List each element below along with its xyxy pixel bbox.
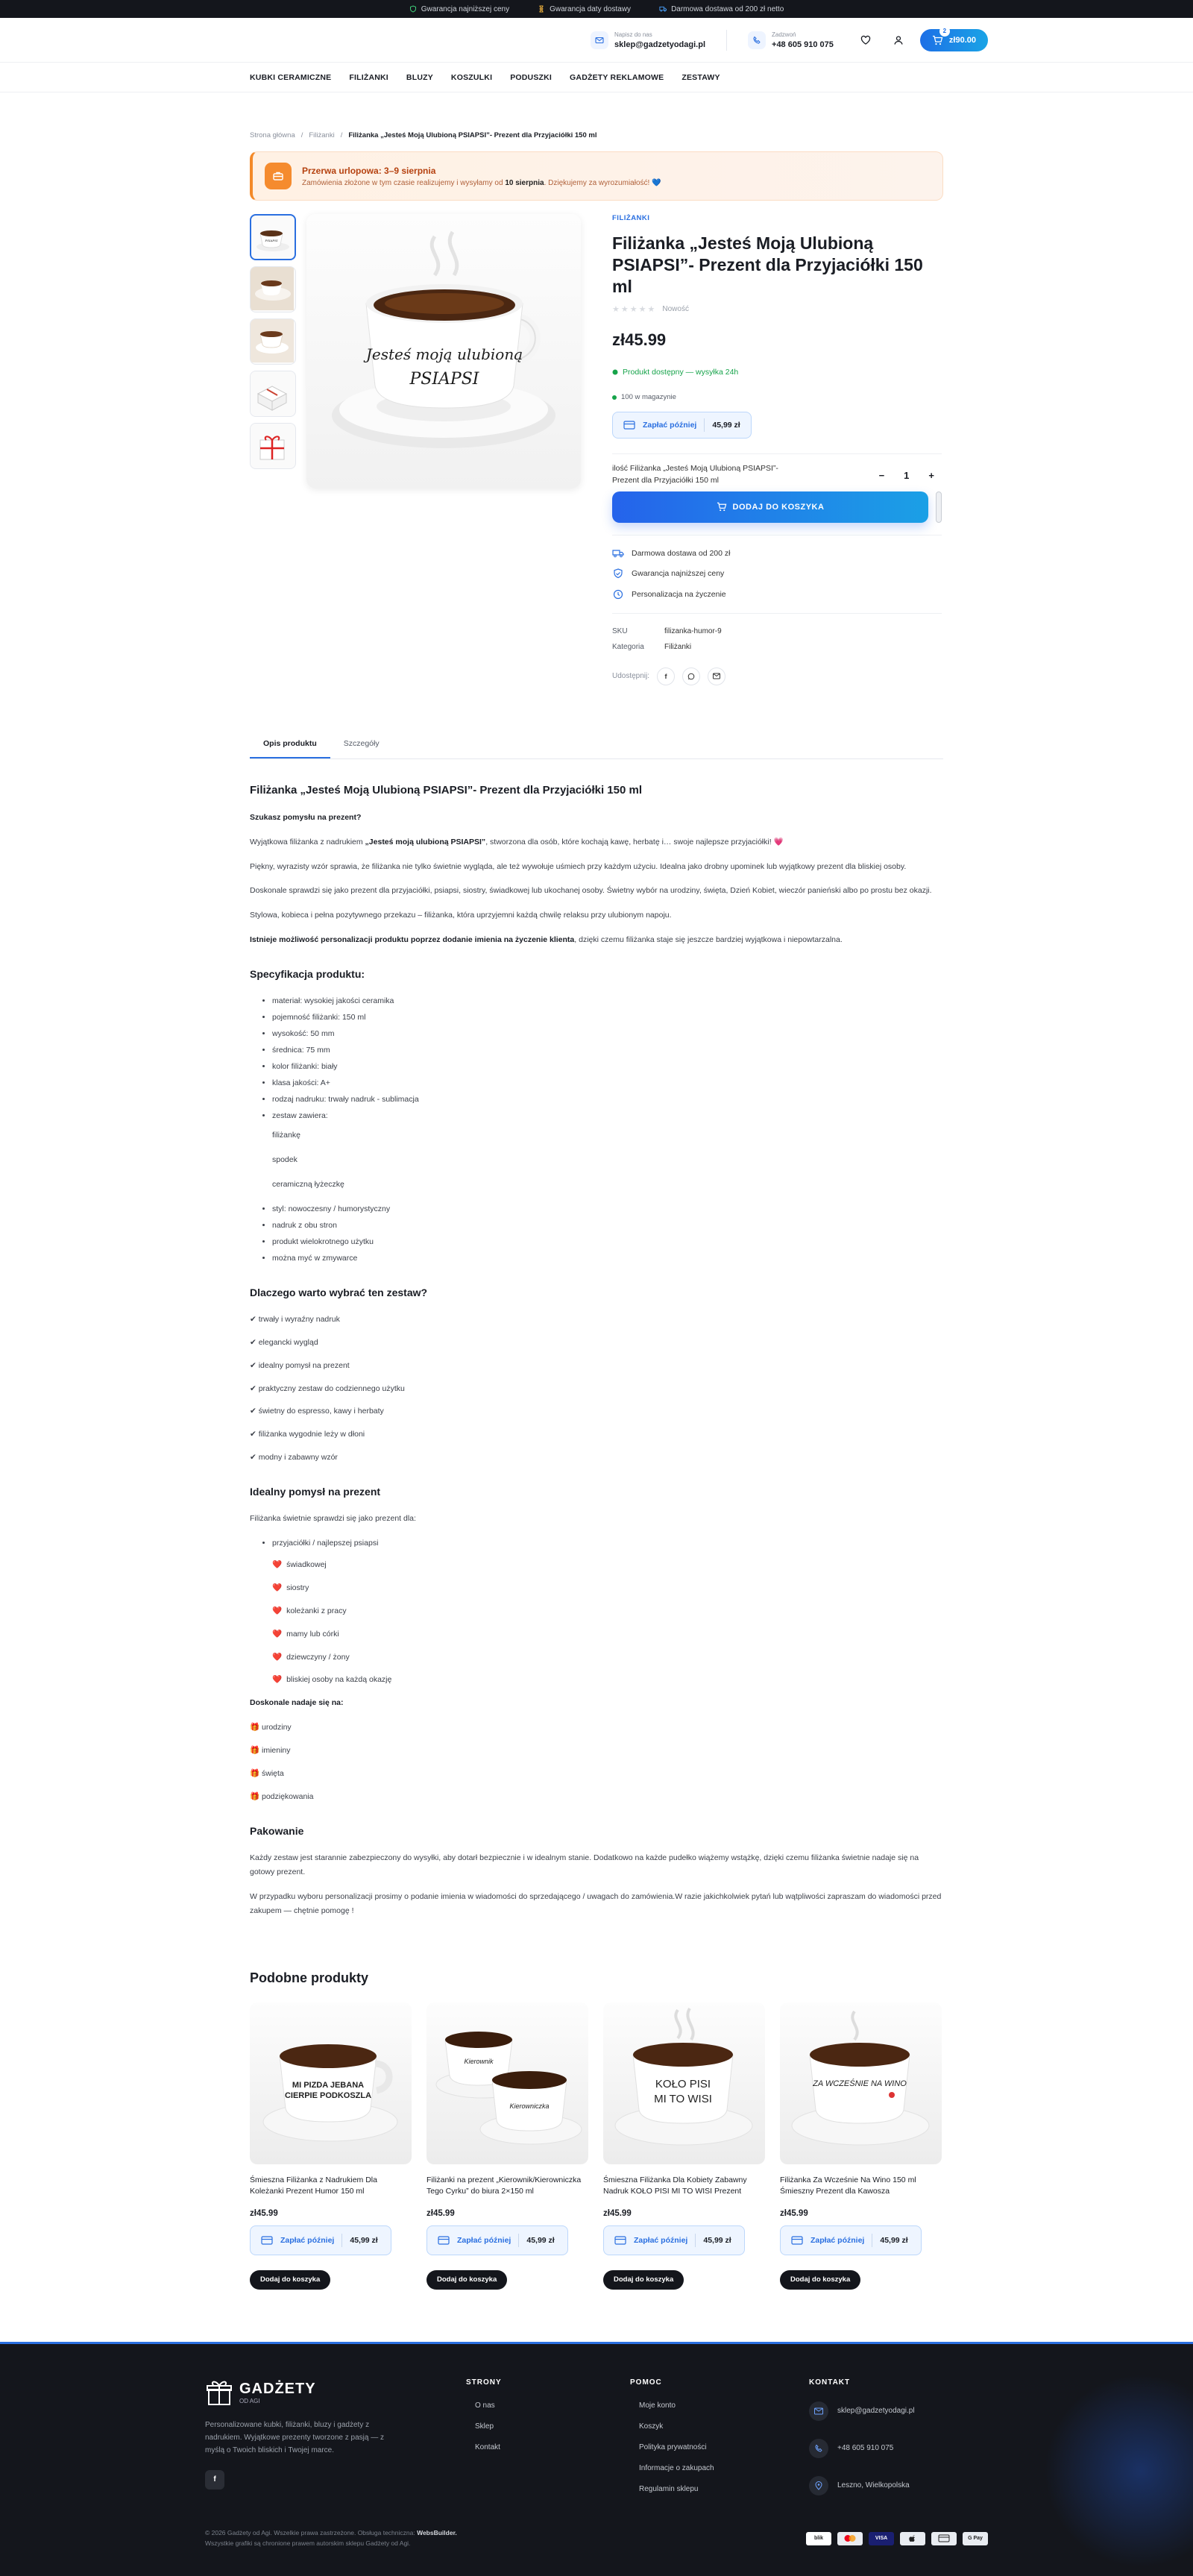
footer-link[interactable]: Moje konto [639,2401,676,2410]
svg-text:KOŁO PISI: KOŁO PISI [655,2077,711,2090]
truck-icon [659,5,667,13]
phone-icon [748,31,766,49]
feature-item: Personalizacja na życzenie [612,589,942,600]
heart-icon: ❤️ [272,1629,283,1639]
facebook-icon[interactable]: f [657,667,675,685]
product-section [250,214,943,685]
footer-phone[interactable]: +48 605 910 075 [809,2439,973,2458]
shield-icon [612,568,624,579]
cart-icon [932,35,943,45]
green-dot-icon [612,395,617,400]
rating [612,304,942,314]
product-card-name[interactable]: Śmieszna Filiżanka z Nadrukiem Dla Koleżanki Prezent Humor 150 ml [250,2175,377,2196]
payment-methods [806,2532,988,2545]
review-label: Nowość [662,305,689,314]
banner-title: Przerwa urlopowa: 3–9 sierpnia [302,165,436,176]
google-pay-icon: G Pay [963,2532,988,2545]
footer-link[interactable]: Koszyk [639,2422,664,2431]
product-card [780,2002,942,2290]
add-to-cart-button[interactable]: Dodaj do koszyka [250,2270,330,2290]
similar-products [250,1970,943,2290]
product-card [603,2002,765,2290]
heart-icon: ❤️ [272,1560,283,1570]
pay-later-button[interactable]: Zapłać później 45,99 zł [603,2225,745,2255]
nav-bluzy[interactable]: BLUZY [406,73,433,82]
card-icon [614,2236,626,2245]
main-product-image[interactable] [306,214,581,489]
thumbnail[interactable] [250,423,296,469]
card-icon [791,2236,803,2245]
product-info [612,214,942,685]
mail-icon [591,31,608,49]
category-link[interactable]: Filiżanki [664,642,692,651]
nav-koszulki[interactable]: KOSZULKI [450,73,493,82]
footer-link[interactable]: Regulamin sklepu [639,2484,699,2493]
card-icon [261,2236,273,2245]
topbar-item: Darmowa dostawa od 200 zł netto [659,5,784,13]
product-card [426,2002,588,2290]
heart-icon: ❤️ [272,1583,283,1592]
quantity-stepper [879,470,934,481]
heart-icon: ❤️ [272,1652,283,1662]
card-icon [623,421,635,430]
card-icon [438,2236,450,2245]
stock: 100 w magazynie [612,393,942,401]
footer-pages: STRONY O nas Sklep Kontakt [466,2378,630,2513]
description-title: Filiżanka „Jesteś Moją Ulubioną PSIAPSI”- Prezent dla Przyjaciółki 150 ml [250,783,643,797]
mug-text-line2: PSIAPSI [409,370,479,389]
product-card-price: zł45.99 [780,2208,808,2218]
product-card-name[interactable]: Śmieszna Filiżanka Dla Kobiety Zabawny Nadruk KOŁO PISI MI TO WISI Prezent [603,2175,747,2196]
thumbnail[interactable] [250,266,296,312]
green-dot-icon [612,369,618,375]
tab-details[interactable]: Szczegóły [343,738,380,748]
pay-later-button[interactable]: Zapłać później 45,99 zł [612,412,752,439]
banner-text: Zamówienia złożone w tym czasie realizujemy i wysyłamy od 10 sierpnia. Dziękujemy za wyrozumiałość! 💙 [302,178,661,187]
tab-description[interactable]: Opis produktu [250,730,330,758]
breadcrumb-home[interactable]: Strona główna [250,131,295,139]
footer-link[interactable]: Sklep [475,2422,494,2431]
product-card-name[interactable]: Filiżanki na prezent „Kierownik/Kierowniczka Tego Cyrku” do biura 2×150 ml [426,2175,582,2196]
breadcrumb-current: Filiżanka „Jesteś Moją Ulubioną PSIAPSI”- Prezent dla Przyjaciółki 150 ml [348,131,597,139]
header-email[interactable]: Napisz do nas sklep@gadzetyodagi.pl [580,27,716,54]
svg-text:MI TO WISI: MI TO WISI [654,2092,712,2105]
svg-text:Kierowniczka: Kierowniczka [509,2102,550,2110]
topbar-item: Gwarancja daty dostawy [538,5,631,13]
star-icon: ★ [629,305,638,315]
footer-link[interactable]: Informacje o zakupach [639,2463,714,2472]
top-bar [0,0,1193,18]
mug-text-line1: Jesteś moją ulubioną [365,345,523,363]
product-card-price: zł45.99 [426,2208,455,2218]
svg-text:CIERPIE PODKOSZLA: CIERPIE PODKOSZLA [284,2090,372,2100]
card-icon [931,2532,957,2545]
cart-total: zł90.00 [948,35,976,45]
product-card [250,2002,412,2290]
product-category[interactable]: FILIŻANKI [612,214,650,222]
hourglass-icon [538,5,545,13]
star-icon: ★ [638,305,646,315]
thumbnail-list [250,214,296,685]
clock-icon [612,589,624,600]
availability: Produkt dostępny — wysyłka 24h [612,368,942,377]
footer-email[interactable]: sklep@gadzetyodagi.pl [809,2401,973,2421]
add-to-cart-button[interactable]: Dodaj do koszyka [780,2270,860,2290]
product-card-image[interactable] [603,2002,765,2164]
star-icon: ★ [647,305,655,315]
product-description: Filiżanka „Jesteś Moją Ulubioną PSIAPSI”- Prezent dla Przyjaciółki 150 ml Szukasz pomysłu na prezent? Wyjątkowa filiżanka z nadrukiem „Jesteś moją ulubioną PSIAPSI”, stworzona dla osób, które kochają kawę, herbatę i… swoje najlepsze przyjaciółki! 💗 Piękny, wyrazisty wzór sprawia, że filiżanka nie tylko świetnie wygląda, ale też wywołuje uśmiech przy każdym użyciu. Idealna jako drobny upominek lub wyjątkowy prezent dla bliskiej osoby. Doskonale sprawdzi się jako prezent dla przyjaciółki, psiapsi, siostry, świadkowej lub ukochanej osoby. Świetny wybór na urodziny, święta, Dzień Kobiet, wieczór panieński albo po prostu bez okazji. Stylowa, kobieca i pełna pozytywnego przekazu – filiżanka, która uprzyjemni każdą chwilę relaksu przy ulubionym napoju. Istnieje możliwość personalizacji produktu poprzez dodanie imienia na życzenie klienta, dzięki czemu filiżanka staje się jeszcze bardziej wyjątkowa i niepowtarzalna. Specyfikacja produktu: • materiał: wysokiej jakości ceramika • pojemność filiżanki: 150 ml • wysokość: 50 mm • średnica: 75 mm • kolor filiżanki: biały • klasa jakości: A+ • rodzaj nadruku: trwały nadruk - sublimacja • zestaw zawiera: filiżankę spodek ceramiczną łyżeczkę • styl: nowoczesny / humorystyczny • nadruk z obu stron • produkt wielokrotnego użytku • można myć w zmywarce Dlaczego warto wybrać ten zestaw? ✔ trwały i wyraźny nadruk ✔ elegancki wygląd ✔ idealny pomysł na prezent ✔ praktyczny zestaw do codziennego użytku ✔ świetny do espresso, kawy i herbaty ✔ filiżanka wygodnie leży w dłoni ✔ modny i zabawny wzór Idealny pomysł na prezent Filiżanka świetnie sprawdzi się jako prezent dla: • przyjaciółki / najlepszej psiapsi ❤️ świadkowej ❤️ siostry ❤️ koleżanki z pracy ❤️ mamy lub córki ❤️ dziewczyny / żony ❤️ bliskiej osoby na każdą okazję Doskonale nadaje się na: 🎁 urodziny 🎁 imieniny 🎁 święta 🎁 podziękowania Pakowanie Każdy zestaw jest starannie zabezpieczony do wysyłki, aby dotarł bezpiecznie i w idealnym stanie. Dodatkowo na każde pudełko wiążemy wstążkę, dzięki czemu filiżanka świetnie nadaje się na gotowy prezent. W przypadku wyboru personalizacji prosimy o podanie imienia w wiadomości do sprzedającego / uwagach do zamówienia.W razie jakichkolwiek pytań lub wątpliwości zapraszam do wiadomości przed zakupem — chętnie pomogę ! [250,780,943,1918]
product-tabs [250,730,943,759]
add-to-cart-button[interactable]: DODAJ DO KOSZYKA [612,491,928,523]
copyright: © 2026 Gadżety od Agi. Wszelkie prawa zastrzeżone. Obsługa techniczna: WebsBuilder. Wszystkie grafiki są chronione prawem autorskim sklepu Gadżety od Agi. [205,2529,457,2547]
product-meta: SKU filizanka-humor-9 Kategoria Filiżanki [612,627,942,651]
visa-icon: VISA [869,2532,894,2545]
cart-icon [717,502,727,512]
feature-list [612,549,942,614]
pay-later-button[interactable]: Zapłać później 45,99 zł [780,2225,922,2255]
nav-poduszki[interactable]: PODUSZKI [510,73,553,82]
product-card-image[interactable] [780,2002,942,2164]
similar-title: Podobne produkty [250,1970,368,1985]
spec-list: • materiał: wysokiej jakości ceramika • pojemność filiżanki: 150 ml • wysokość: 50 mm • średnica: 75 mm • kolor filiżanki: biały • klasa jakości: A+ • rodzaj nadruku: trwały nadruk - sublimacja • zestaw zawiera: filiżankę spodek ceramiczną łyżeczkę • styl: nowoczesny / humorystyczny • nadruk z obu stron • produkt wielokrotnego użytku • można myć w zmywarce [272,994,943,1265]
pay-later-button[interactable]: Zapłać później 45,99 zł [426,2225,568,2255]
svg-text:MI PIZDA JEBANA: MI PIZDA JEBANA [292,2080,365,2090]
main-nav [0,63,1193,92]
topbar-item: Gwarancja najniższej ceny [409,5,509,13]
blik-icon: blik [806,2532,831,2545]
location-pin-icon [809,2476,828,2495]
cart-count-badge: 2 [939,26,950,37]
scrollbar-handle[interactable] [936,491,942,523]
svg-text:ZA WCZEŚNIE NA WINO: ZA WCZEŚNIE NA WINO [813,2079,907,2088]
mastercard-icon [837,2532,863,2545]
star-icon: ★ [620,305,629,315]
pay-later-button[interactable]: Zapłać później 45,99 zł [250,2225,391,2255]
thumbnail[interactable] [250,214,296,260]
cart-button[interactable] [920,29,988,51]
phone-icon [809,2439,828,2458]
product-card-name[interactable]: Filiżanka Za Wcześnie Na Wino 150 ml Śmieszny Prezent dla Kawosza [780,2175,916,2196]
footer-contact: KONTAKT sklep@gadzetyodagi.pl +48 605 910 075 Leszno, Wielkopolska [809,2378,973,2513]
add-to-cart-button[interactable]: Dodaj do koszyka [426,2270,507,2290]
breadcrumb: Strona główna / Filiżanki / Filiżanka „Jesteś Moją Ulubioną PSIAPSI”- Prezent dla Przyjaciółki 150 ml [250,131,597,139]
thumbnail[interactable] [250,371,296,417]
footer-help: POMOC Moje konto Koszyk Polityka prywatności Informacje o zakupach Regulamin sklepu [630,2378,809,2513]
product-card-image[interactable] [250,2002,412,2164]
mail-icon [809,2401,828,2421]
quantity-label: ilość Filiżanka „Jesteś Moją Ulubioną PSIAPSI”- Prezent dla Przyjaciółki 150 ml [612,464,778,485]
footer-description: Personalizowane kubki, filiżanki, bluzy i gadżety z nadrukiem. Wyjątkowe prezenty tworzone z pasją — z myślą o Twoich bliskich i Twojej marce. [205,2420,385,2454]
product-card-price: zł45.99 [250,2208,278,2218]
occasion-list: 🎁 urodziny 🎁 imieniny 🎁 święta 🎁 podziękowania [250,1723,314,1801]
feature-item: Gwarancja najniższej ceny [612,568,942,579]
nav-filizanki[interactable]: FILIŻANKI [349,73,388,82]
heart-icon: ❤️ [272,1606,283,1615]
truck-icon [612,549,624,558]
plus-icon[interactable]: + [928,469,934,481]
shield-check-icon [409,5,417,13]
why-list: ✔ trwały i wyraźny nadruk ✔ elegancki wygląd ✔ idealny pomysł na prezent ✔ praktyczny zestaw do codziennego użytku ✔ świetny do espresso, kawy i herbaty ✔ filiżanka wygodnie leży w dłoni ✔ modny i zabawny wzór [250,1314,405,1463]
product-price: zł45.99 [612,330,667,350]
divider [726,30,727,51]
mail-icon[interactable] [708,667,725,685]
minus-icon[interactable]: − [878,469,885,481]
footer-link[interactable]: Polityka prywatności [639,2443,707,2451]
footer-address: Leszno, Wielkopolska [809,2476,973,2495]
product-card-image[interactable] [426,2002,588,2164]
share-row: Udostępnij: f [612,667,942,685]
footer-link[interactable]: O nas [475,2401,495,2410]
quantity-row [612,453,942,487]
svg-text:Kierownik: Kierownik [464,2057,494,2065]
footer-logo[interactable]: GADŻETY OD AGI [205,2378,466,2407]
gift-list: • przyjaciółki / najlepszej psiapsi ❤️ świadkowej ❤️ siostry ❤️ koleżanki z pracy ❤️ mamy lub córki ❤️ dziewczyny / żony ❤️ bliskiej osoby na każdą okazję [272,1536,943,1687]
facebook-icon[interactable]: f [205,2470,224,2489]
product-card-price: zł45.99 [603,2208,632,2218]
footer-link[interactable]: Kontakt [475,2443,500,2451]
sku-value: filizanka-humor-9 [664,626,722,635]
nav-gadzety[interactable]: GADŻETY REKLAMOWE [570,73,664,82]
header-phone[interactable]: Zadzwoń +48 605 910 075 [737,27,844,54]
apple-pay-icon [900,2532,925,2545]
breadcrumb-category[interactable]: Filiżanki [309,131,335,139]
header [0,18,1193,63]
feature-item: Darmowa dostawa od 200 zł [612,549,942,558]
quantity-value[interactable]: 1 [904,469,910,481]
user-icon[interactable] [887,29,910,51]
whatsapp-icon[interactable] [682,667,700,685]
svg-text:PSIAPSI: PSIAPSI [265,239,278,242]
vacation-banner [250,151,943,201]
heart-icon[interactable] [854,29,877,51]
add-to-cart-button[interactable]: Dodaj do koszyka [603,2270,684,2290]
star-icon: ★ [612,305,620,315]
heart-icon: ❤️ [272,1675,283,1685]
thumbnail[interactable] [250,318,296,365]
gift-icon [205,2378,233,2407]
footer [0,2342,1193,2576]
nav-zestawy[interactable]: ZESTAWY [682,73,720,82]
nav-kubki[interactable]: KUBKI CERAMICZNE [250,73,332,82]
suitcase-icon [265,163,292,189]
product-title: Filiżanka „Jesteś Moją Ulubioną PSIAPSI”- Prezent dla Przyjaciółki 150 ml [612,233,923,296]
